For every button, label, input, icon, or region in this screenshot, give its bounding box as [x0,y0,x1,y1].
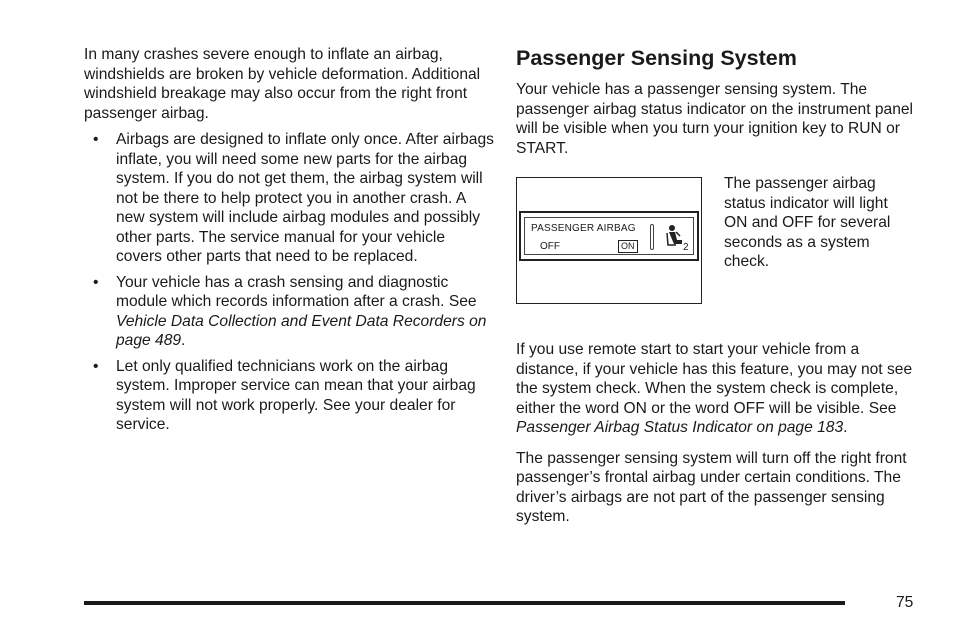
cross-reference-link[interactable]: Passenger Airbag Status Indicator on page 183 [516,419,844,436]
indicator-off-label: OFF [540,241,560,252]
bullet-text: Your vehicle has a crash sensing and diagnostic module which records information after a crash. See [116,273,477,310]
paragraph-text-end: . [843,419,848,436]
footer-rule [84,601,845,605]
indicator-icon-number: 2 [683,242,689,253]
bullet-dot: • [93,273,99,291]
paragraph-remote-start [516,340,916,438]
figure-caption: The passenger airbag status indicator will light ON and OFF for several seconds as a system check. [724,175,891,270]
bullet-item [84,357,494,435]
right-column [516,44,916,527]
paragraph-text: If you use remote start to start your vehicle from a distance, if your vehicle has this feature, you may not see the system check. When the system check is complete, either the word ON or the word OFF will be visible. See [516,341,913,417]
paragraph-sensing-off: The passenger sensing system will turn off the right front passenger’s frontal airbag under certain conditions. The driver’s airbags are not part of the passenger sensing system. [516,449,907,525]
bullet-list [84,130,494,435]
bullet-dot: • [93,357,99,375]
bullet-text: Let only qualified technicians work on the airbag system. Improper service can mean that your airbag system will not work properly. See your dealer for service. [116,357,476,433]
cross-reference-link[interactable]: Vehicle Data Collection and Event Data Recorders on page 489 [116,312,487,349]
bullet-item [84,130,494,267]
indicator-panel [519,211,699,261]
indicator-label: PASSENGER AIRBAG [531,223,636,234]
bullet-item [84,273,494,351]
figure-row [516,177,916,304]
page-number: 75 [896,594,914,611]
indicator-divider [650,224,654,250]
indicator-panel-inner [524,217,694,255]
paragraph-intro: Your vehicle has a passenger sensing system. The passenger airbag status indicator on the instrument panel will be visible when you turn your ignition key to RUN or START. [516,81,914,157]
bullet-text: Airbags are designed to inflate only once. After airbags inflate, you will need some new parts for the airbag system. If you do not get them, the airbag system will not be there to help protect you in another crash. A new system will include airbag modules and possibly other parts. The service manual for your vehicle covers other parts that need to be replaced. [116,131,494,265]
intro-paragraph: In many crashes severe enough to inflate an airbag, windshields are broken by vehicle deformation. Additional windshield breakage may also occur from the right front passenger airbag. [84,46,481,122]
bullet-text-end: . [181,332,186,349]
section-heading: Passenger Sensing System [516,46,797,70]
left-column [84,45,494,441]
bullet-dot: • [93,131,99,148]
airbag-indicator-figure [516,177,702,304]
indicator-on-label: ON [618,240,638,253]
